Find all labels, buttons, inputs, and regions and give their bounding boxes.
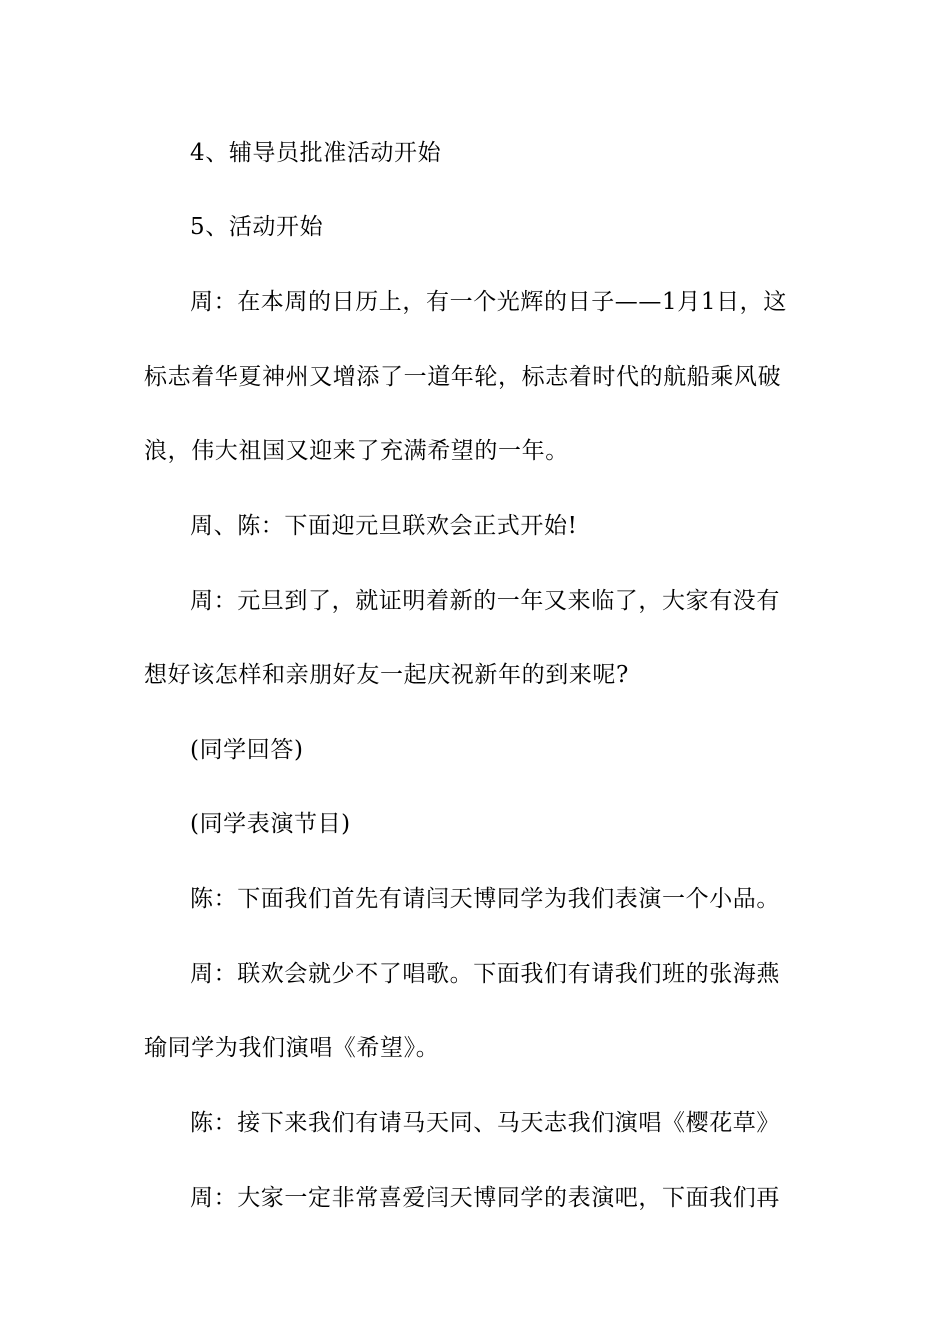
text-line: 5、活动开始 bbox=[190, 214, 324, 240]
text-line: 陈：接下来我们有请马天同、马天志我们演唱《樱花草》 bbox=[190, 1110, 780, 1136]
text-line: 浪，伟大祖国又迎来了充满希望的一年。 bbox=[144, 438, 569, 464]
text-line: (同学回答) bbox=[190, 737, 304, 763]
text-line: 周：在本周的日历上，有一个光辉的日子——1月1日，这 bbox=[190, 289, 787, 315]
text-line: 周：联欢会就少不了唱歌。下面我们有请我们班的张海燕 bbox=[190, 961, 780, 987]
text-line: (同学表演节目) bbox=[190, 811, 351, 837]
text-line: 周、陈：下面迎元旦联欢会正式开始! bbox=[190, 513, 578, 539]
text-line: 周：元旦到了，就证明着新的一年又来临了，大家有没有 bbox=[190, 588, 780, 614]
text-line: 4、辅导员批准活动开始 bbox=[190, 140, 442, 166]
text-line: 周：大家一定非常喜爱闫天博同学的表演吧，下面我们再 bbox=[190, 1185, 780, 1211]
text-line: 标志着华夏神州又增添了一道年轮，标志着时代的航船乘风破 bbox=[144, 364, 782, 390]
text-line: 想好该怎样和亲朋好友一起庆祝新年的到来呢? bbox=[144, 662, 629, 688]
text-line: 陈：下面我们首先有请闫天博同学为我们表演一个小品。 bbox=[190, 886, 780, 912]
text-line: 瑜同学为我们演唱《希望》。 bbox=[144, 1035, 440, 1061]
